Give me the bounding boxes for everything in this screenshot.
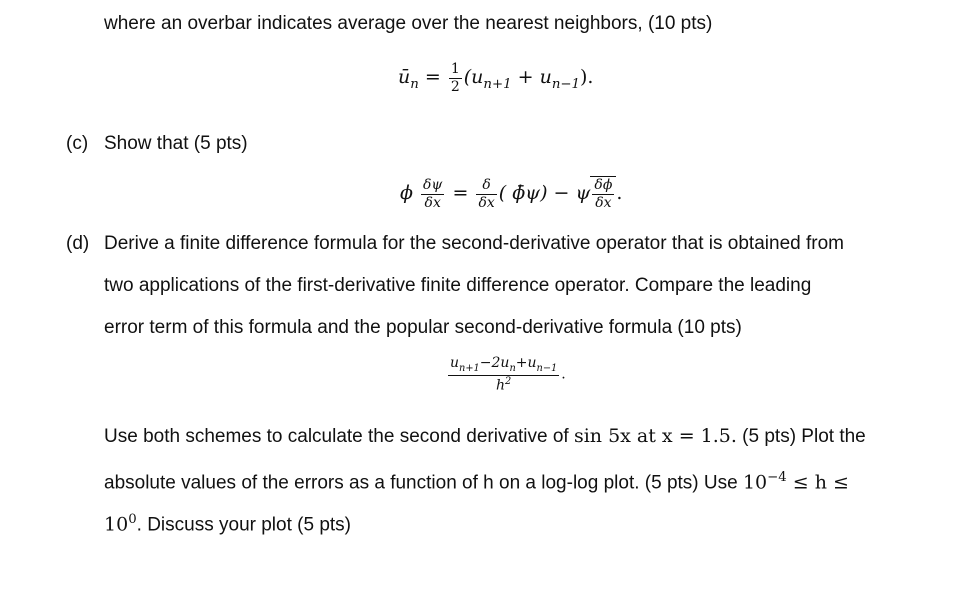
eq2-f3-denominator: δx bbox=[595, 194, 612, 211]
eq3-denominator: $h^2$ bbox=[496, 376, 512, 394]
eq2-f1-denominator: δx bbox=[424, 194, 441, 211]
use-line3-text: . Discuss your plot (5 pts) bbox=[136, 514, 351, 536]
paragraph-use-line-3 bbox=[104, 508, 351, 537]
eq2-equals: = bbox=[452, 182, 469, 205]
part-c-label: (c) bbox=[66, 133, 89, 154]
eq2-fraction-2 bbox=[476, 178, 496, 210]
eq1-sub1: n+1 bbox=[483, 76, 512, 92]
eq2-f2-numerator: δ bbox=[476, 178, 496, 195]
use-line2-text: absolute values of the errors as a function of h on a log-log plot. (5 pts) Use bbox=[104, 472, 743, 494]
eq1-body: (u bbox=[463, 66, 484, 89]
eq3-tail: . bbox=[561, 366, 566, 383]
part-d-line-1: Derive a finite difference formula for the second-derivative operator that is obtained from bbox=[104, 233, 844, 254]
eq2-fraction-1 bbox=[421, 178, 444, 210]
eq1-equals: = bbox=[424, 66, 441, 89]
use-line3-base: 10 bbox=[104, 513, 129, 536]
equation-second-derivative bbox=[446, 356, 566, 393]
eq1-sub2: n−1 bbox=[551, 76, 581, 92]
eq2-fraction-3 bbox=[592, 178, 614, 210]
use-line2-base: 10 bbox=[742, 471, 768, 494]
equation-product-rule bbox=[400, 176, 622, 210]
paragraph-use-line-2 bbox=[104, 466, 849, 495]
eq2-tail: . bbox=[616, 182, 623, 205]
part-d-line-3: error term of this formula and the popular second-derivative formula (10 pts) bbox=[104, 317, 742, 338]
paragraph-use-line-1 bbox=[104, 424, 866, 449]
eq1-lhs: ū bbox=[398, 66, 411, 89]
eq2-phi: ϕ bbox=[400, 182, 413, 205]
eq3-numerator: $u_{n+1}-2u_n+u_{n-1}$ bbox=[448, 356, 559, 376]
eq2-middle: ( ϕ̄ψ) − ψ bbox=[498, 182, 591, 205]
use-line1-text-b: (5 pts) Plot the bbox=[736, 426, 866, 447]
eq2-f3-numerator: δϕ bbox=[594, 177, 613, 193]
use-line1-math: sin 5x at x = 1.5. bbox=[573, 425, 737, 447]
eq1-half-numerator: 1 bbox=[450, 61, 460, 77]
eq1-half-fraction bbox=[449, 62, 462, 94]
part-d-line-2: two applications of the first-derivative finite difference operator. Compare the leading bbox=[104, 275, 812, 296]
use-line2-inequality: ≤ h ≤ bbox=[786, 471, 849, 494]
eq2-f2-denominator: δx bbox=[478, 194, 495, 211]
eq2-f1-numerator: δψ bbox=[423, 177, 443, 193]
use-line2-exponent: −4 bbox=[767, 470, 787, 485]
eq1-lhs-subscript: n bbox=[410, 76, 419, 92]
eq1-plus-term: + u bbox=[511, 66, 552, 89]
part-d-label: (d) bbox=[66, 233, 90, 254]
eq1-tail: ). bbox=[580, 66, 594, 89]
eq1-half-denominator: 2 bbox=[450, 78, 460, 95]
eq3-fraction bbox=[448, 356, 559, 393]
eq2-overbar-group bbox=[590, 176, 616, 210]
part-c-text: Show that (5 pts) bbox=[104, 133, 248, 154]
use-line3-exponent: 0 bbox=[128, 512, 137, 527]
use-line1-text-a: Use both schemes to calculate the second derivative of bbox=[104, 426, 574, 447]
equation-average bbox=[398, 62, 593, 94]
paragraph-overbar-definition: where an overbar indicates average over the nearest neighbors, (10 pts) bbox=[104, 13, 713, 34]
